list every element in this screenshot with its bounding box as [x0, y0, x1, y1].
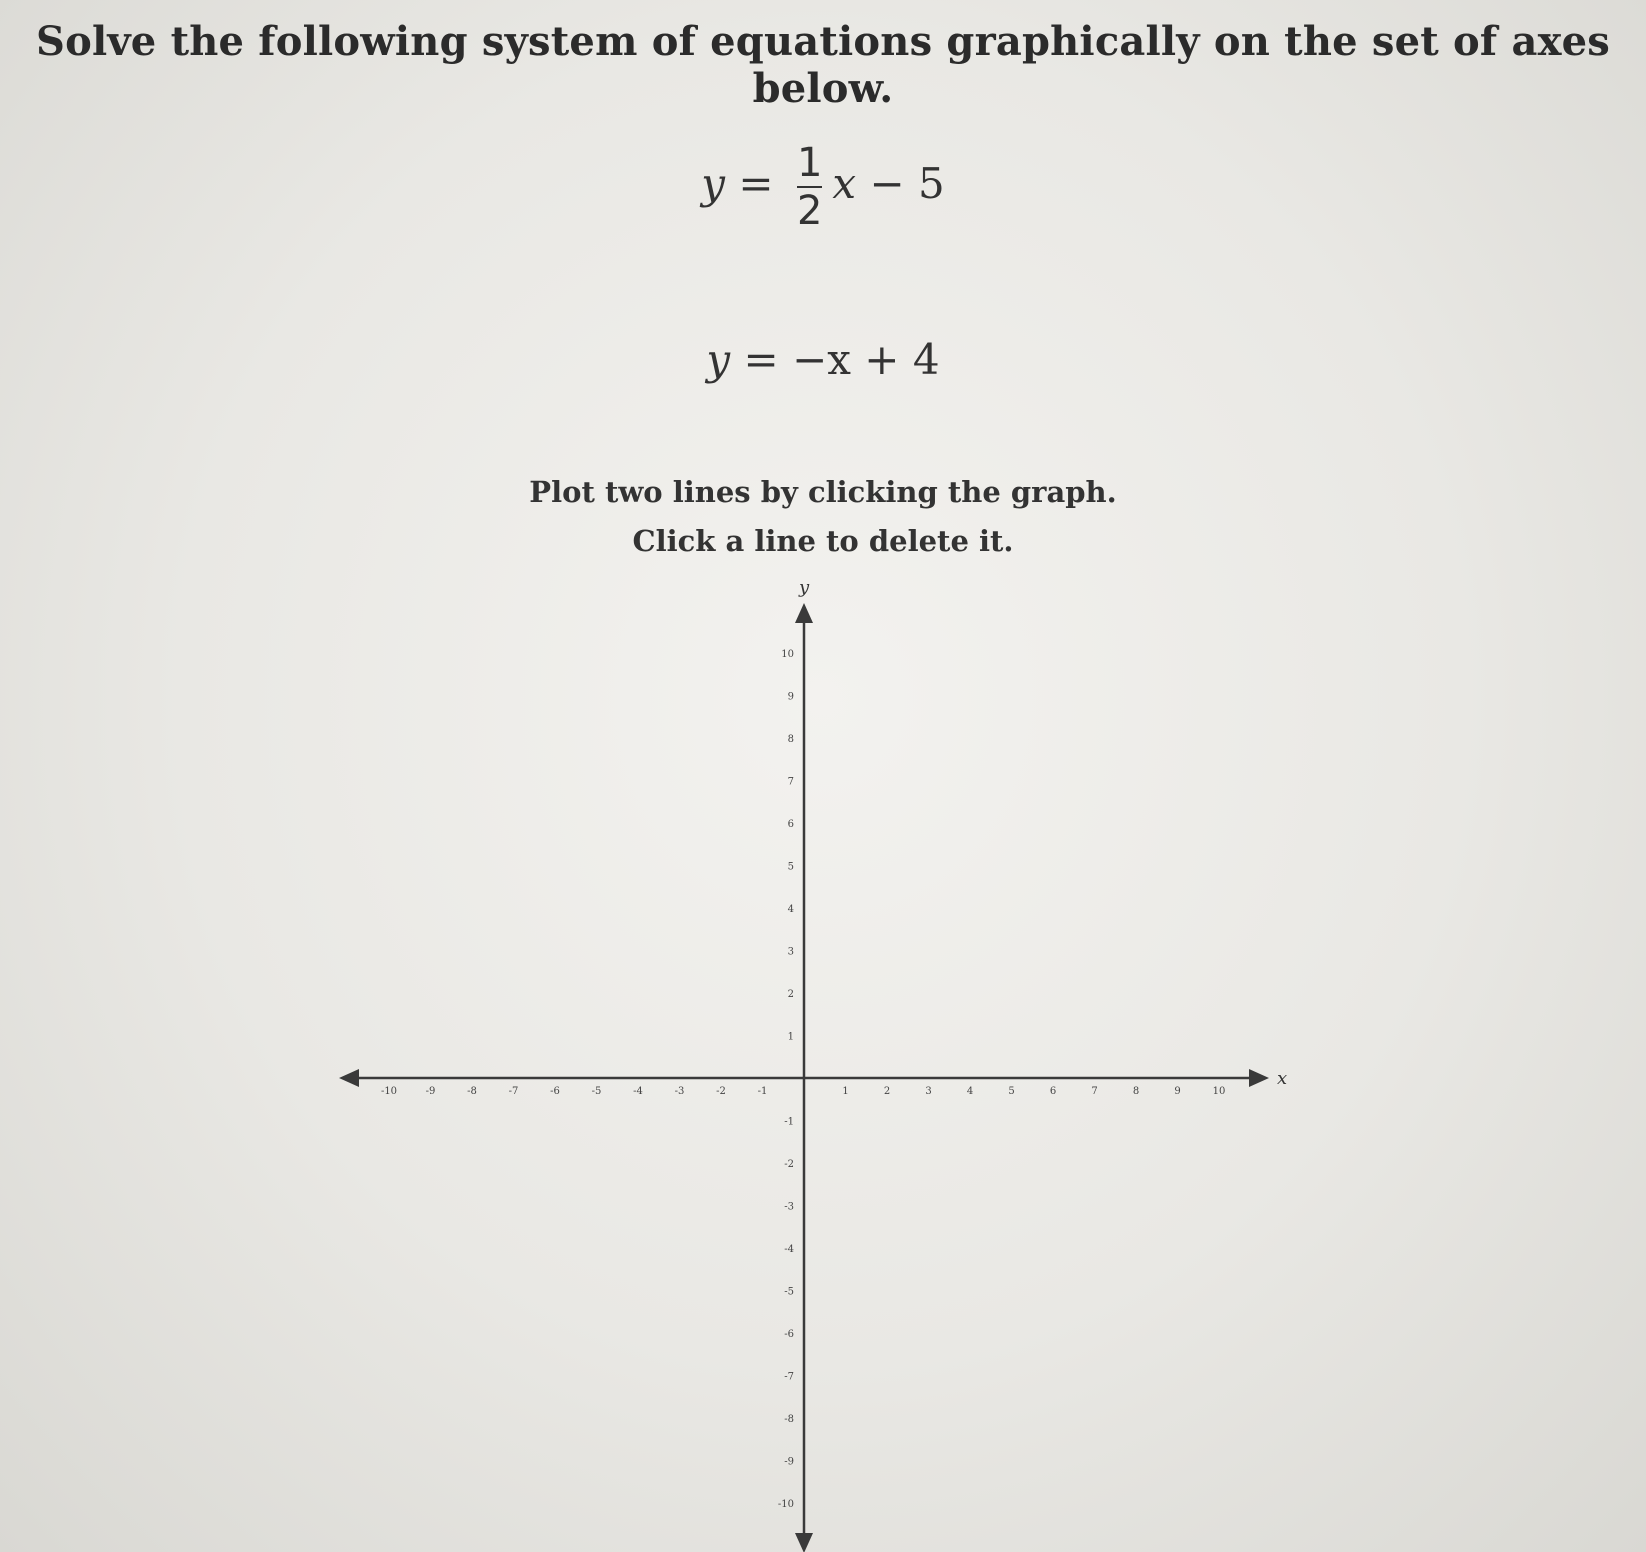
eq2-lhs: y — [706, 335, 731, 384]
y-tick-label: 4 — [787, 904, 794, 915]
y-tick-label: -3 — [784, 1201, 794, 1213]
x-tick-label: -5 — [591, 1086, 602, 1097]
x-tick-label: -9 — [425, 1086, 436, 1097]
x-tick-label: -8 — [467, 1086, 477, 1097]
y-tick-label: 5 — [787, 861, 794, 873]
x-tick-label: -4 — [633, 1086, 643, 1097]
x-axis-arrow-left — [339, 1069, 359, 1087]
y-tick-label: -6 — [784, 1329, 794, 1340]
y-axis-arrow-up — [795, 603, 813, 623]
y-tick-label: 9 — [787, 691, 794, 703]
x-tick-label: 4 — [966, 1086, 974, 1097]
x-axis-arrow-right — [1249, 1069, 1269, 1087]
eq1-equals: = — [738, 159, 774, 208]
x-tick-label: -7 — [508, 1086, 519, 1097]
x-tick-label: -2 — [716, 1086, 726, 1097]
x-tick-label: 3 — [925, 1086, 932, 1097]
y-tick-label: 10 — [781, 649, 794, 660]
eq2-equals: = — [743, 335, 779, 384]
y-tick-label: 6 — [787, 819, 794, 830]
y-tick-label: -1 — [784, 1116, 794, 1128]
y-tick-label: -8 — [784, 1414, 794, 1425]
y-tick-label: -4 — [784, 1244, 794, 1255]
eq2-rhs: −x + 4 — [792, 335, 940, 384]
axes — [339, 603, 1269, 1552]
y-tick-label: 2 — [787, 989, 794, 1000]
y-tick-label: -2 — [784, 1159, 794, 1170]
y-tick-label: -9 — [784, 1456, 794, 1468]
question-prompt: Solve the following system of equations graphically on the set of axes below. — [35, 18, 1611, 112]
x-tick-label: 1 — [842, 1086, 849, 1097]
y-tick-labels — [778, 649, 794, 1510]
y-tick-label: 3 — [787, 946, 794, 958]
x-tick-label: -3 — [674, 1086, 685, 1097]
x-tick-label: 9 — [1174, 1086, 1181, 1097]
eq1-lhs: y — [701, 159, 726, 208]
x-tick-label: 7 — [1091, 1086, 1098, 1097]
y-tick-label: -5 — [784, 1286, 794, 1298]
x-tick-label: -1 — [757, 1086, 768, 1097]
y-tick-label: 7 — [787, 776, 794, 788]
instruction-delete: Click a line to delete it. — [632, 524, 1014, 558]
eq1-numerator: 1 — [796, 140, 823, 186]
x-tick-label: 8 — [1132, 1086, 1140, 1097]
x-tick-label: 5 — [1008, 1086, 1015, 1097]
y-tick-label: -10 — [777, 1499, 794, 1510]
y-tick-label: -7 — [784, 1371, 794, 1383]
eq1-constant: − 5 — [869, 159, 945, 208]
x-axis-label: x — [1277, 1068, 1288, 1089]
x-tick-label: 2 — [883, 1086, 891, 1097]
y-axis-label: y — [799, 577, 810, 598]
x-tick-label: -10 — [380, 1086, 398, 1097]
y-tick-label: 1 — [787, 1031, 794, 1043]
x-tick-label: -6 — [550, 1086, 560, 1097]
y-axis-arrow-down — [795, 1533, 813, 1552]
eq1-denominator: 2 — [796, 188, 823, 234]
eq1-variable: x — [832, 159, 857, 208]
y-tick-label: 8 — [787, 734, 794, 745]
x-tick-label: 10 — [1212, 1086, 1226, 1097]
x-tick-label: 6 — [1049, 1086, 1057, 1097]
instruction-plot: Plot two lines by clicking the graph. — [529, 475, 1117, 509]
